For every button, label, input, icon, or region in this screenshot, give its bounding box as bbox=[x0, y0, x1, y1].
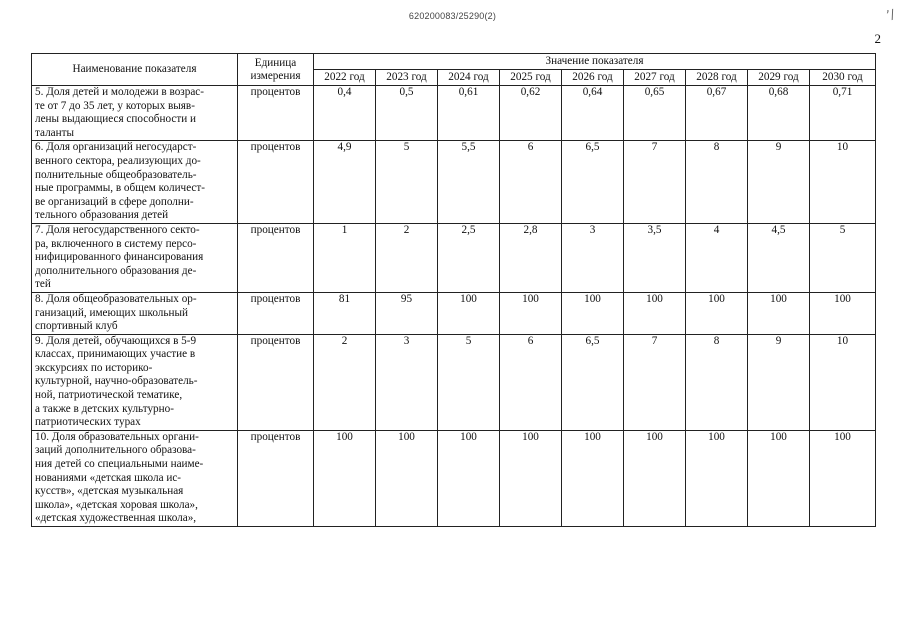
table-row bbox=[32, 430, 876, 526]
indicator-value: 0,71 bbox=[810, 86, 876, 141]
column-header-name: Наименование показателя bbox=[32, 54, 238, 86]
table-row bbox=[32, 334, 876, 430]
indicator-value: 3 bbox=[376, 334, 438, 430]
indicator-value: 0,64 bbox=[562, 86, 624, 141]
indicator-value: 5,5 bbox=[438, 141, 500, 224]
indicator-unit: процентов bbox=[238, 334, 314, 430]
indicator-name-line: школа», «детская хоровая школа», bbox=[35, 498, 198, 511]
indicator-value: 0,4 bbox=[314, 86, 376, 141]
indicator-unit: процентов bbox=[238, 141, 314, 224]
indicator-value: 0,61 bbox=[438, 86, 500, 141]
indicator-value: 9 bbox=[748, 141, 810, 224]
indicator-value: 100 bbox=[376, 430, 438, 526]
indicator-name bbox=[32, 292, 238, 334]
indicator-value: 0,67 bbox=[686, 86, 748, 141]
indicator-value: 81 bbox=[314, 292, 376, 334]
indicator-value: 5 bbox=[438, 334, 500, 430]
indicators-table bbox=[31, 53, 876, 527]
indicator-value: 6 bbox=[500, 141, 562, 224]
indicator-value: 100 bbox=[438, 292, 500, 334]
indicator-value: 0,65 bbox=[624, 86, 686, 141]
table-row bbox=[32, 223, 876, 292]
indicator-unit: процентов bbox=[238, 292, 314, 334]
table-row bbox=[32, 292, 876, 334]
indicator-value: 6,5 bbox=[562, 141, 624, 224]
indicator-name-line: экскурсиях по историко- bbox=[35, 361, 153, 374]
page-number: 2 bbox=[874, 31, 881, 46]
table-header-row bbox=[32, 54, 876, 70]
indicator-name-line: ганизаций, имеющих школьный bbox=[35, 306, 188, 319]
indicator-name-line: ве организаций в сфере дополни- bbox=[35, 195, 194, 208]
indicator-value: 9 bbox=[748, 334, 810, 430]
indicator-name-line: кусств», «детская музыкальная bbox=[35, 485, 184, 498]
year-header: 2024 год bbox=[438, 70, 500, 86]
indicator-name-line: ные программы, в общем количест- bbox=[35, 182, 206, 195]
indicator-value: 5 bbox=[376, 141, 438, 224]
indicator-name-line: 8. Доля общеобразовательных ор- bbox=[35, 292, 197, 305]
indicator-name-line: лены выдающиеся способности и bbox=[35, 113, 196, 126]
indicator-name-line: «детская художественная школа», bbox=[35, 512, 197, 525]
year-header: 2027 год bbox=[624, 70, 686, 86]
indicator-value: 8 bbox=[686, 141, 748, 224]
indicator-name-line: а также в детских культурно- bbox=[35, 402, 174, 415]
indicator-value: 6 bbox=[500, 334, 562, 430]
indicator-name-line: патриотических турах bbox=[35, 416, 141, 429]
indicator-value: 100 bbox=[562, 292, 624, 334]
indicator-name-line: ной, патриотической тематике, bbox=[35, 389, 183, 402]
indicator-name-line: ния детей со специальными наиме- bbox=[35, 458, 204, 471]
indicator-name-line: 7. Доля негосударственного секто- bbox=[35, 223, 200, 236]
indicator-value: 0,68 bbox=[748, 86, 810, 141]
year-header: 2026 год bbox=[562, 70, 624, 86]
indicator-value: 100 bbox=[624, 430, 686, 526]
indicator-value: 7 bbox=[624, 141, 686, 224]
indicator-name-line: заций дополнительного образова- bbox=[35, 444, 196, 457]
indicator-name-line: дополнительного образования де- bbox=[35, 264, 197, 277]
indicator-unit: процентов bbox=[238, 223, 314, 292]
indicator-value: 2 bbox=[314, 334, 376, 430]
year-header: 2028 год bbox=[686, 70, 748, 86]
indicator-value: 4,5 bbox=[748, 223, 810, 292]
document-id: 620200083/25290(2) bbox=[408, 11, 497, 21]
indicator-value: 1 bbox=[314, 223, 376, 292]
indicator-name-line: нованиями «детская школа ис- bbox=[35, 471, 182, 484]
table-row bbox=[32, 141, 876, 224]
handwritten-mark: ՚/ bbox=[885, 7, 897, 24]
indicator-value: 100 bbox=[562, 430, 624, 526]
indicator-value: 0,5 bbox=[376, 86, 438, 141]
indicator-name-line: таланты bbox=[35, 126, 75, 139]
indicator-name-line: 6. Доля организаций негосударст- bbox=[35, 141, 197, 154]
indicator-value: 2,5 bbox=[438, 223, 500, 292]
year-header: 2030 год bbox=[810, 70, 876, 86]
table-row bbox=[32, 86, 876, 141]
indicator-name-line: тельного образования детей bbox=[35, 209, 169, 222]
indicator-unit: процентов bbox=[238, 86, 314, 141]
table-body bbox=[32, 86, 876, 527]
indicator-name-line: спортивный клуб bbox=[35, 320, 118, 333]
indicator-name-line: 5. Доля детей и молодежи в возрас- bbox=[35, 86, 204, 98]
indicator-name bbox=[32, 223, 238, 292]
indicator-value: 2,8 bbox=[500, 223, 562, 292]
indicator-name-line: культурной, научно-образователь- bbox=[35, 375, 198, 388]
indicator-name-line: 9. Доля детей, обучающихся в 5-9 bbox=[35, 334, 197, 347]
indicator-value: 100 bbox=[748, 292, 810, 334]
indicator-name bbox=[32, 86, 238, 141]
indicator-value: 95 bbox=[376, 292, 438, 334]
indicator-value: 100 bbox=[748, 430, 810, 526]
year-header: 2025 год bbox=[500, 70, 562, 86]
indicator-value: 3,5 bbox=[624, 223, 686, 292]
indicator-value: 100 bbox=[438, 430, 500, 526]
indicator-value: 6,5 bbox=[562, 334, 624, 430]
indicator-value: 100 bbox=[500, 430, 562, 526]
indicator-value: 0,62 bbox=[500, 86, 562, 141]
indicator-name bbox=[32, 430, 238, 526]
indicator-value: 100 bbox=[500, 292, 562, 334]
indicator-value: 100 bbox=[624, 292, 686, 334]
column-header-values: Значение показателя bbox=[314, 54, 876, 70]
indicator-value: 5 bbox=[810, 223, 876, 292]
year-header: 2023 год bbox=[376, 70, 438, 86]
indicator-name-line: нифицированного финансирования bbox=[35, 251, 204, 264]
indicator-name-line: те от 7 до 35 лет, у которых выяв- bbox=[35, 99, 195, 112]
indicator-value: 10 bbox=[810, 141, 876, 224]
indicator-value: 10 bbox=[810, 334, 876, 430]
year-header: 2022 год bbox=[314, 70, 376, 86]
indicator-name-line: ра, включенного в систему персо- bbox=[35, 237, 197, 250]
indicator-value: 100 bbox=[686, 292, 748, 334]
indicator-unit: процентов bbox=[238, 430, 314, 526]
column-header-unit: Единица измерения bbox=[238, 54, 314, 86]
indicator-value: 4 bbox=[686, 223, 748, 292]
indicator-value: 2 bbox=[376, 223, 438, 292]
indicator-name-line: классах, принимающих участие в bbox=[35, 348, 196, 361]
indicator-name-line: венного сектора, реализующих до- bbox=[35, 154, 201, 167]
indicator-value: 100 bbox=[686, 430, 748, 526]
indicator-name bbox=[32, 334, 238, 430]
indicator-value: 100 bbox=[810, 292, 876, 334]
indicator-value: 100 bbox=[810, 430, 876, 526]
indicator-value: 8 bbox=[686, 334, 748, 430]
indicator-name-line: полнительные общеобразователь- bbox=[35, 168, 197, 181]
year-header: 2029 год bbox=[748, 70, 810, 86]
indicator-value: 100 bbox=[314, 430, 376, 526]
indicator-value: 7 bbox=[624, 334, 686, 430]
indicator-name-line: тей bbox=[35, 278, 51, 291]
indicator-value: 3 bbox=[562, 223, 624, 292]
indicator-name bbox=[32, 141, 238, 224]
indicator-name-line: 10. Доля образовательных органи- bbox=[35, 430, 199, 443]
indicator-value: 4,9 bbox=[314, 141, 376, 224]
